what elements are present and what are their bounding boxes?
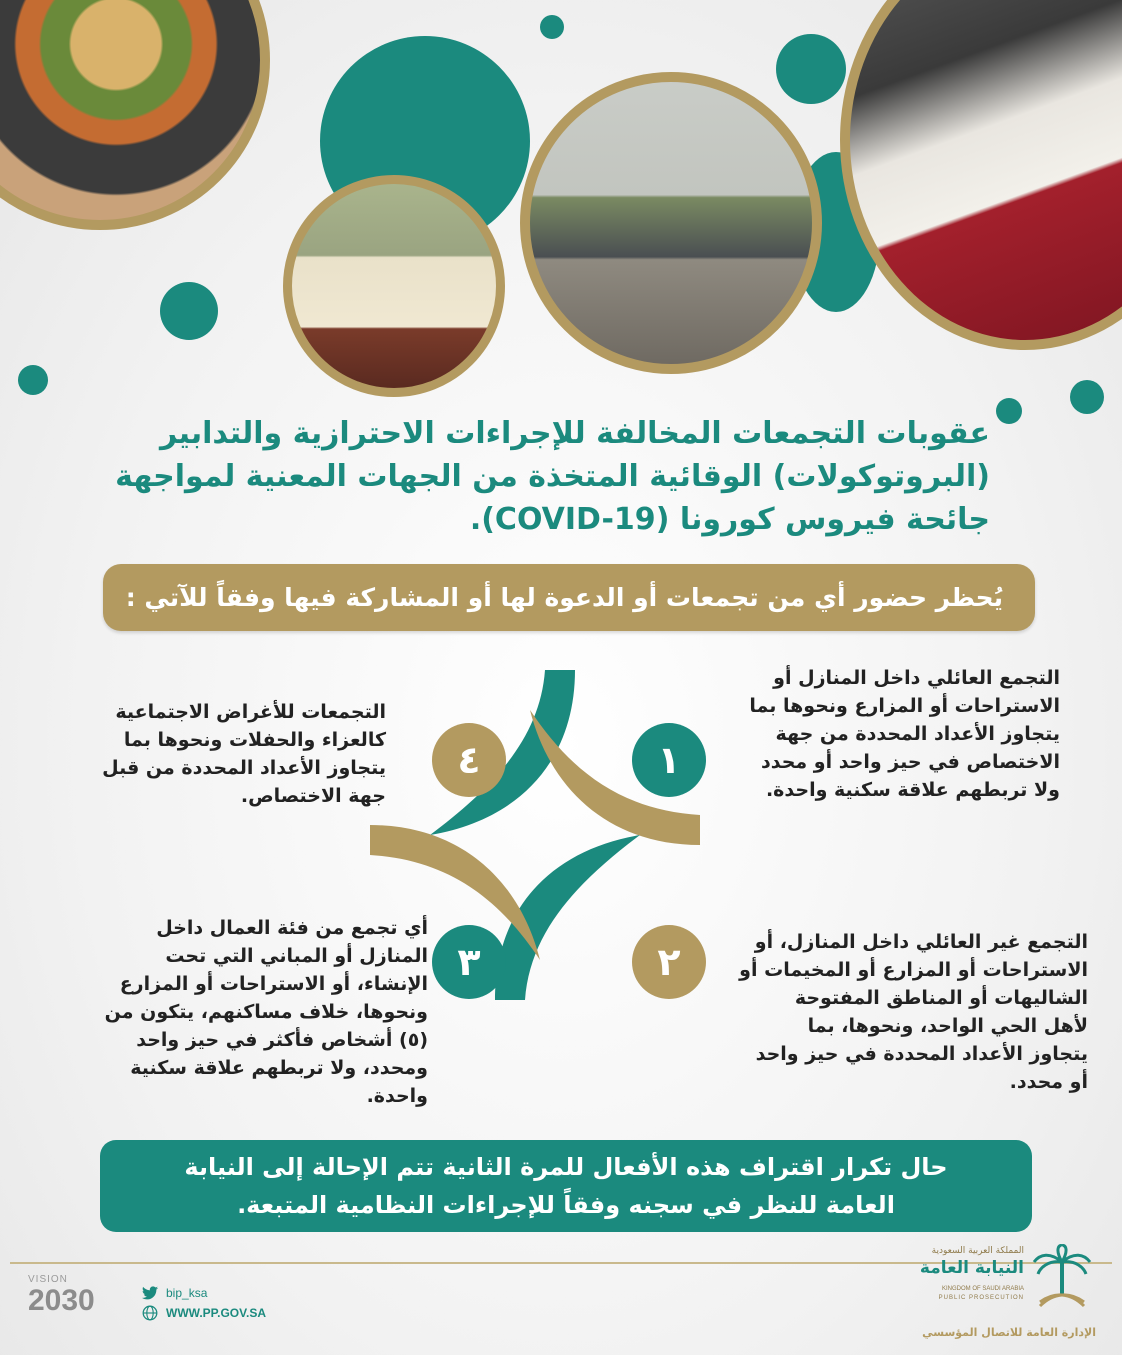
number-badge-3: ٣ bbox=[432, 925, 506, 999]
item-line: ومحدد، ولا تربطهم علاقة سكنية bbox=[130, 1057, 428, 1079]
warning-line: حال تكرار اقتراف هذه الأفعال للمرة الثانية تتم الإحالة إلى النيابة bbox=[184, 1153, 948, 1181]
website-url: WWW.PP.GOV.SA bbox=[166, 1306, 267, 1320]
number-badge-1: ١ bbox=[632, 723, 706, 797]
item-1-text bbox=[700, 664, 1060, 804]
deco-circle bbox=[996, 398, 1022, 424]
item-line: (٥) أشخاص فأكثر في حيز واحد bbox=[136, 1029, 428, 1051]
item-line: التجمعات للأغراض الاجتماعية bbox=[115, 701, 386, 723]
item-line: جهة الاختصاص. bbox=[240, 785, 386, 807]
twitter-link[interactable] bbox=[142, 1283, 207, 1303]
item-line: ونحوها، خلاف مساكنهم، يتكون من bbox=[104, 1001, 428, 1023]
twitter-icon bbox=[142, 1286, 158, 1300]
org-logo bbox=[900, 1238, 1110, 1353]
item-line: أي تجمع من فئة العمال داخل bbox=[156, 917, 428, 939]
item-4-text bbox=[60, 698, 386, 810]
vision-label: VISION bbox=[28, 1274, 68, 1285]
website-link[interactable] bbox=[142, 1303, 266, 1323]
item-line: ولا تربطهم علاقة سكنية واحدة. bbox=[765, 779, 1060, 801]
twitter-handle: bip_ksa bbox=[166, 1286, 208, 1300]
deco-circle bbox=[776, 34, 846, 104]
palm-swords-emblem-icon bbox=[1030, 1244, 1094, 1314]
vision-year: 2030 bbox=[28, 1284, 95, 1317]
kingdom-ar-text: المملكة العربية السعودية bbox=[931, 1246, 1024, 1256]
department-ar-text: الإدارة العامة للاتصال المؤسسي bbox=[922, 1326, 1096, 1339]
globe-icon bbox=[142, 1305, 158, 1321]
warning-bar bbox=[100, 1140, 1032, 1232]
item-line: كالعزاء والحفلات ونحوها بما bbox=[123, 729, 386, 751]
item-line: لأهل الحي الواحد، ونحوها، بما bbox=[807, 1015, 1088, 1037]
intro-banner: يُحظر حضور أي من تجمعات أو الدعوة لها أو المشاركة فيها وفقاً للآتي : bbox=[103, 564, 1035, 631]
warning-line: العامة للنظر في سجنه وفقاً للإجراءات النظامية المتبعة. bbox=[237, 1191, 895, 1219]
photo-card-players bbox=[840, 0, 1122, 350]
item-line: التجمع العائلي داخل المنازل أو bbox=[773, 667, 1060, 689]
org-name-en: PUBLIC PROSECUTION bbox=[938, 1295, 1024, 1301]
title-line: عقوبات التجمعات المخالفة للإجراءات الاحترازية والتدابير bbox=[159, 416, 990, 451]
title-line: جائحة فيروس كورونا (COVID-19). bbox=[469, 502, 990, 537]
number-badge-4: ٤ bbox=[432, 723, 506, 797]
org-name-ar: النيابة العامة bbox=[919, 1258, 1024, 1278]
item-line: يتجاوز الأعداد المحددة من قبل bbox=[102, 757, 386, 779]
kingdom-en-text: KINGDOM OF SAUDI ARABIA bbox=[941, 1286, 1024, 1292]
item-line: الاستراحات أو المزارع ونحوها بما bbox=[749, 695, 1060, 717]
deco-circle bbox=[540, 15, 564, 39]
item-line: يتجاوز الأعداد المحددة من جهة bbox=[775, 723, 1060, 745]
item-line: الاختصاص في حيز واحد أو محدد bbox=[760, 751, 1060, 773]
item-line: الاستراحات أو المزارع أو المخيمات أو bbox=[739, 959, 1088, 981]
item-line: يتجاوز الأعداد المحددة في حيز واحد bbox=[755, 1043, 1088, 1065]
item-3-text bbox=[60, 914, 428, 1110]
vision-2030-logo bbox=[28, 1274, 128, 1334]
item-line: الشاليهات أو المناطق المفتوحة bbox=[794, 987, 1088, 1009]
deco-circle bbox=[1070, 380, 1104, 414]
deco-circle bbox=[160, 282, 218, 340]
title-line: (البروتوكولات) الوقائية المتخذة من الجهات المعنية لمواجهة bbox=[115, 459, 990, 494]
photo-street-crowd bbox=[520, 72, 822, 374]
item-line: التجمع غير العائلي داخل المنازل، أو bbox=[754, 931, 1088, 953]
photo-shared-meal bbox=[0, 0, 270, 230]
item-line: واحدة. bbox=[366, 1085, 428, 1107]
page-title bbox=[90, 412, 990, 541]
item-line: المنازل أو المباني التي تحت bbox=[165, 945, 428, 967]
item-line: الإنشاء، أو الاستراحات أو المزارع bbox=[119, 973, 428, 995]
photo-men-gathering bbox=[283, 175, 505, 397]
item-line: أو محدد. bbox=[1009, 1071, 1088, 1093]
item-2-text bbox=[710, 928, 1088, 1096]
deco-circle bbox=[18, 365, 48, 395]
number-badge-2: ٢ bbox=[632, 925, 706, 999]
